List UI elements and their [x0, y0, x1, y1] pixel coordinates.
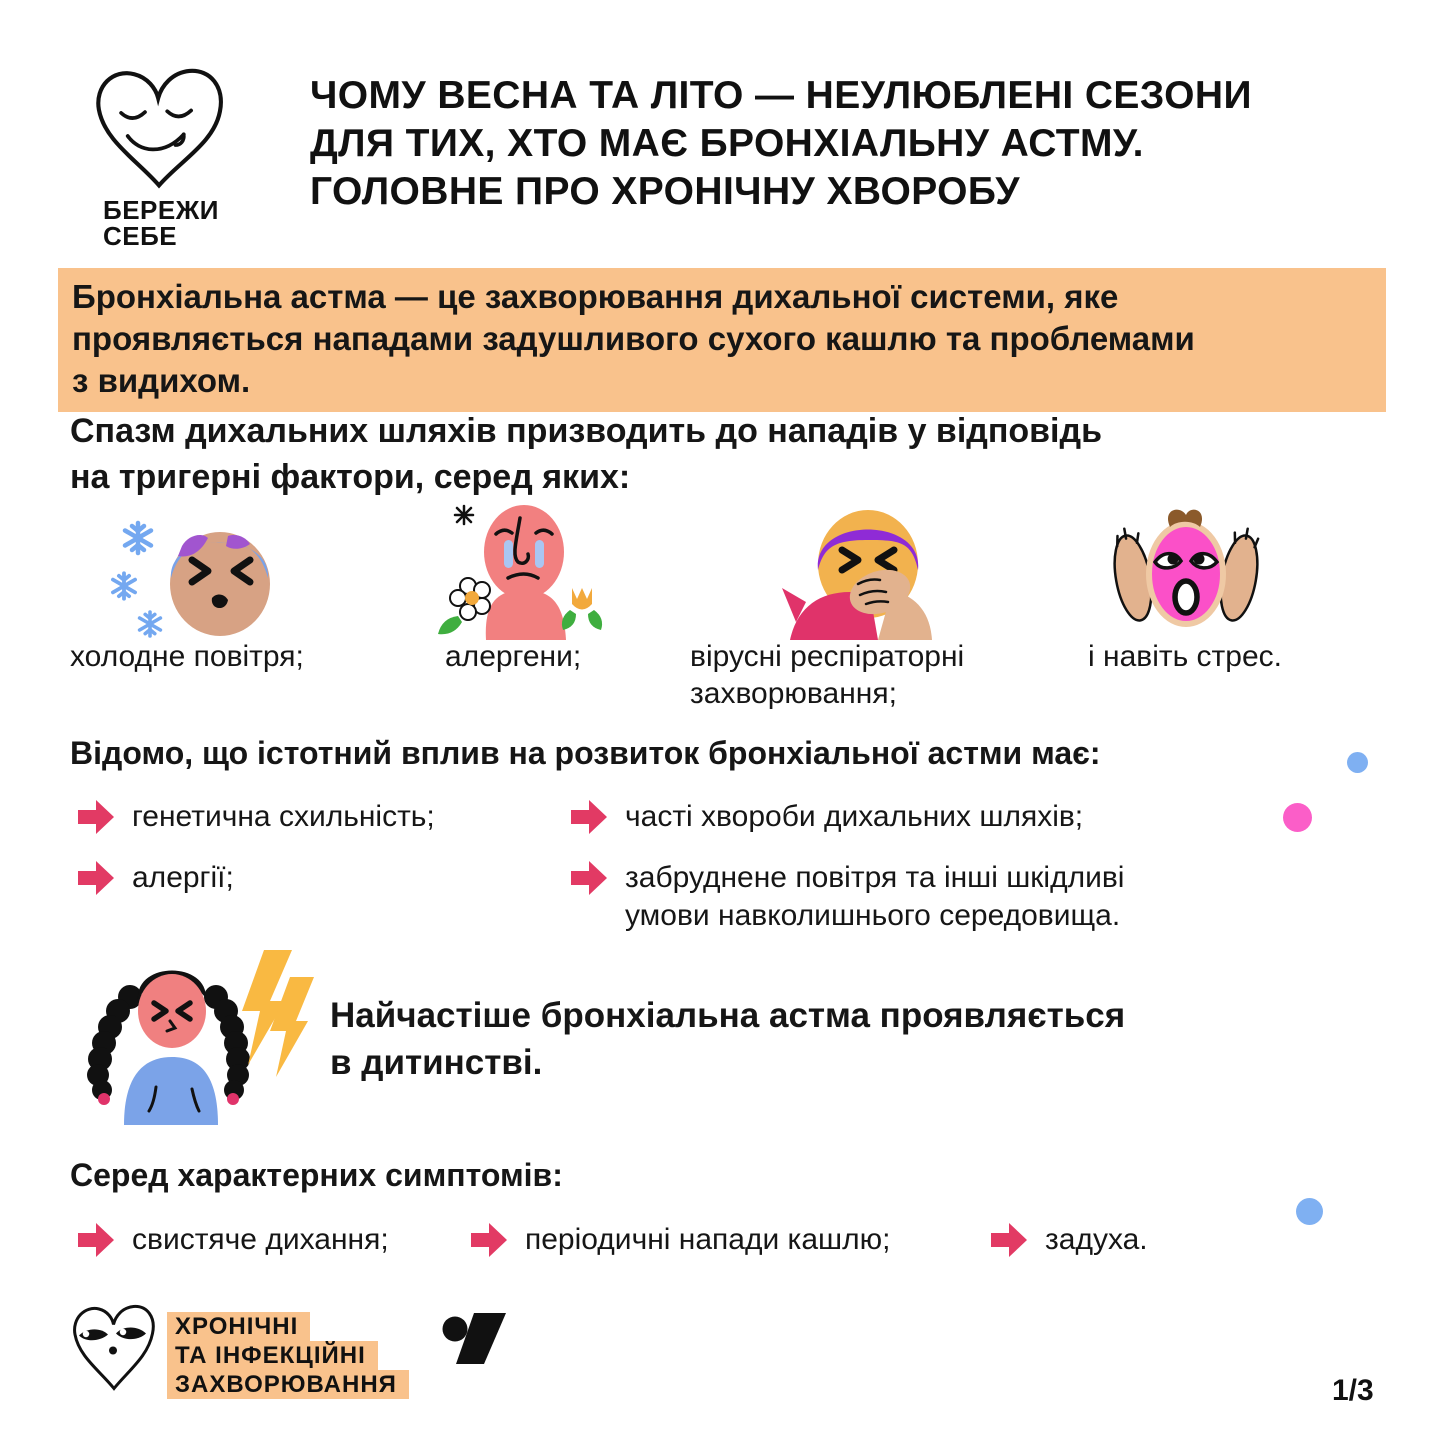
influence-item-text: забруднене повітря та інші шкідливі умови навколишнього середовища. [625, 861, 1125, 932]
arrow-bullet-icon [988, 1220, 1030, 1260]
page-indicator: 1/3 [1332, 1374, 1374, 1407]
page-title [310, 72, 1400, 216]
influence-item-genetics [75, 797, 555, 837]
intro-line2: проявляється нападами задушливого сухого кашлю та проблемами [72, 320, 1195, 357]
sick-person-scarf-icon [778, 498, 963, 640]
brand-wordmark [103, 197, 219, 249]
symptom-item-suffocation [988, 1220, 1148, 1260]
lightning-bolt [270, 977, 314, 1077]
daisy-flower [438, 578, 490, 634]
footer-topic-line3: ЗАХВОРЮВАННЯ [167, 1370, 409, 1399]
intro-line1: Бронхіальна астма — це захворювання дихальної системи, яке [72, 278, 1119, 315]
intro-definition-highlight [58, 268, 1386, 412]
tulip-flower [562, 588, 602, 630]
arrow-bullet-icon [568, 797, 610, 837]
footer-topic-line2: ТА ІНФЕКЦІЙНІ [167, 1341, 378, 1370]
arrow-bullet-icon [568, 858, 610, 898]
influences-heading: Відомо, що істотний вплив на розвиток бронхіальної астми має: [70, 735, 1101, 771]
cold-air-face-icon [108, 500, 298, 640]
page-title-line3: ГОЛОВНЕ ПРО ХРОНІЧНУ ХВОРОБУ [310, 170, 1020, 213]
influence-item-polluted-air [568, 858, 1228, 935]
influence-item-text: часті хвороби дихальних шляхів; [625, 800, 1084, 833]
trigger-caption-cold-air: холодне повітря; [70, 640, 304, 673]
angry-girl-lightning-icon [66, 945, 318, 1125]
influence-item-text: алергії; [132, 861, 234, 894]
stressed-face-icon [1093, 500, 1278, 640]
trigger-caption-viral: вірусні респіраторні захворювання; [690, 640, 965, 710]
decor-dot-blue-small [1347, 752, 1368, 773]
footer-topic-block [167, 1312, 409, 1399]
influence-item-allergies [75, 858, 555, 898]
page-title-line2: ДЛЯ ТИХ, ХТО МАЄ БРОНХІАЛЬНУ АСТМУ. [310, 122, 1144, 165]
page-title-line1: ЧОМУ ВЕСНА ТА ЛІТО — НЕУЛЮБЛЕНІ СЕЗОНИ [310, 74, 1252, 117]
trigger-caption-stress: і навіть стрес. [1088, 640, 1283, 673]
decor-dot-pink [1283, 803, 1312, 832]
influence-item-frequent-diseases [568, 797, 1208, 837]
footer-topic-line1: ХРОНІЧНІ [167, 1312, 310, 1341]
arrow-bullet-icon [75, 858, 117, 898]
arrow-bullet-icon [75, 797, 117, 837]
symptom-item-text: задуха. [1045, 1223, 1148, 1256]
symptom-item-text: періодичні напади кашлю; [525, 1223, 891, 1256]
allergy-person-icon [432, 498, 617, 640]
triggers-heading [70, 408, 1102, 500]
symptom-item-text: свистяче дихання; [132, 1223, 389, 1256]
publisher-logo-icon [437, 1302, 519, 1374]
decor-dot-blue-large [1296, 1198, 1323, 1225]
childhood-statement: Найчастіше бронхіальна астма проявляється в дитинстві. [330, 996, 1126, 1082]
influence-item-text: генетична схильність; [132, 800, 435, 833]
footer-heart-logo-icon [64, 1290, 164, 1402]
symptom-item-cough [468, 1220, 890, 1260]
triggers-heading-line2: на тригерні фактори, серед яких: [70, 458, 631, 496]
arrow-bullet-icon [468, 1220, 510, 1260]
symptoms-heading: Серед характерних симптомів: [70, 1157, 563, 1193]
symptom-item-wheezing [75, 1220, 389, 1260]
brand-heart-logo-icon [74, 52, 244, 192]
intro-line3: з видихом. [72, 362, 251, 399]
trigger-caption-allergens: алергени; [445, 640, 582, 673]
brand-wordmark-line2: СЕБЕ [103, 221, 178, 251]
triggers-heading-line1: Спазм дихальних шляхів призводить до нападів у відповідь [70, 412, 1102, 450]
arrow-bullet-icon [75, 1220, 117, 1260]
brand-wordmark-line1: БЕРЕЖИ [103, 195, 219, 225]
